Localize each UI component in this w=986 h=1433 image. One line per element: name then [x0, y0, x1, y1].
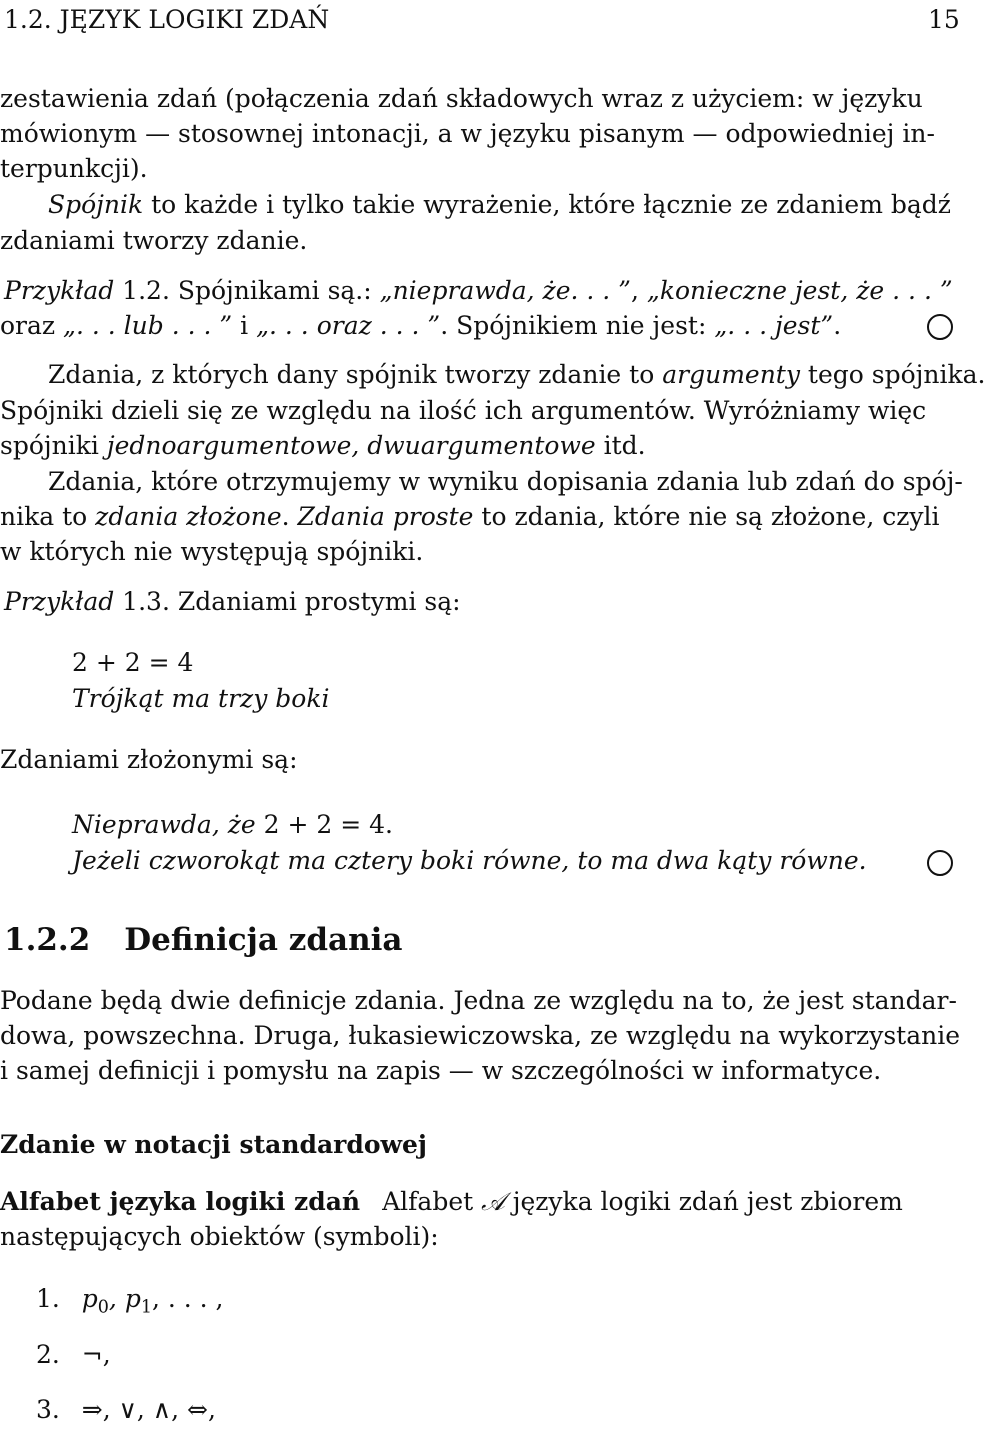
subscript: 0 [97, 1297, 109, 1318]
running-header [4, 5, 329, 34]
subscript: 1 [140, 1297, 152, 1318]
subsection-number: 1.2.2 [4, 922, 91, 958]
list-number: 2. [36, 1340, 60, 1369]
list-item [36, 1395, 216, 1424]
symbol: , p [108, 1284, 141, 1313]
simple-sentence-1: 2 + 2 = 4 [72, 648, 194, 677]
text: Zdania, z których dany spójnik tworzy zdanie to [48, 360, 663, 389]
end-of-example-circle-icon [927, 314, 953, 340]
subsubsection-heading: Zdanie w notacji standardowej [0, 1130, 427, 1159]
example-text: . [833, 311, 842, 340]
paragraph-heading: Alfabet języka logiki zdań [0, 1187, 361, 1216]
text: nika to [0, 502, 96, 531]
subsection-heading [4, 922, 403, 958]
term: zdania złożone [95, 502, 282, 531]
example-1-3-intro [4, 587, 461, 616]
example-label: Przykład [4, 587, 115, 616]
example-connective: „konieczne jest, że . . . ” [646, 276, 953, 305]
page-number: 15 [928, 5, 960, 34]
paragraph-line: dowa, powszechna. Druga, łukasiewiczowska, ze względu na wykorzystanie [0, 1021, 960, 1050]
list-item [36, 1284, 224, 1317]
example-label: Przykład [4, 276, 115, 305]
alphabet-symbol: 𝒜 [481, 1187, 505, 1216]
paragraph-line: Zdania, które otrzymujemy w wyniku dopisania zdania lub zdań do spój- [48, 467, 963, 496]
paragraph-line: mówionym — stosownej intonacji, a w języku pisanym — odpowiedniej in- [0, 119, 935, 148]
symbol: p [81, 1284, 98, 1313]
text: tego spójnika. [799, 360, 986, 389]
paragraph-line: Podane będą dwie definicje zdania. Jedna ze względu na to, że jest standar- [0, 986, 957, 1015]
paragraph-line [0, 502, 940, 531]
symbol: , . . . , [151, 1284, 224, 1313]
text: języka logiki zdań jest zbiorem [504, 1187, 903, 1216]
example-text: 1.3. Zdaniami prostymi są: [114, 587, 461, 616]
example-text: oraz [0, 311, 64, 340]
term-spojnik: Spójnik [48, 190, 144, 219]
example-connective: „. . . jest” [714, 311, 834, 340]
example-text: 1.2. Spójnikami są.: [114, 276, 380, 305]
symbol: ⇒, ∨, ∧, ⇔, [81, 1395, 216, 1424]
text: itd. [595, 431, 646, 460]
example-1-2-line1 [4, 276, 953, 305]
example-connective: „. . . oraz . . . ” [256, 311, 441, 340]
subsection-title: Definicja zdania [124, 922, 403, 958]
separator: , [630, 276, 647, 305]
list-number: 3. [36, 1395, 60, 1424]
symbol: ¬, [81, 1340, 111, 1369]
end-of-example-circle-icon [927, 850, 953, 876]
term: argumenty [662, 360, 800, 389]
term: Zdania proste [297, 502, 474, 531]
paragraph-line [48, 360, 986, 389]
paragraph-line [0, 431, 646, 460]
complex-sentence-2: Jeżeli czworokąt ma cztery boki równe, to ma dwa kąty równe. [72, 846, 867, 875]
alphabet-line1 [0, 1187, 903, 1217]
example-connective: „nieprawda, że. . . ” [379, 276, 631, 305]
paragraph-line: terpunkcji). [0, 154, 148, 183]
definition-spojnik [48, 190, 951, 219]
text: Nieprawda, że [72, 810, 264, 839]
paragraph-line: zestawienia zdań (połączenia zdań składowych wraz z użyciem: w języku [0, 84, 923, 113]
example-connective: „. . . lub . . . ” [63, 311, 233, 340]
paragraph-line: i samej definicji i pomysłu na zapis — w szczególności w informatyce. [0, 1056, 882, 1085]
paragraph-line: Spójniki dzieli się ze względu na ilość ich argumentów. Wyróżniamy więc [0, 396, 927, 425]
text: Alfabet [382, 1187, 482, 1216]
text: to zdania, które nie są złożone, czyli [473, 502, 940, 531]
simple-sentence-2: Trójkąt ma trzy boki [72, 684, 330, 713]
section-header: 1.2. JĘZYK LOGIKI ZDAŃ [4, 5, 330, 34]
paragraph-line: w których nie występują spójniki. [0, 537, 424, 566]
example-1-2-line2 [0, 311, 841, 340]
example-text: i [232, 311, 257, 340]
paragraph-line: zdaniami tworzy zdanie. [0, 226, 308, 255]
alphabet-line2: następujących obiektów (symboli): [0, 1222, 439, 1251]
text: 2 + 2 = 4. [263, 810, 393, 839]
definition-text: to każde i tylko takie wyrażenie, które łącznie ze zdaniem bądź [143, 190, 951, 219]
complex-sentence-1 [72, 810, 393, 839]
complex-intro: Zdaniami złożonymi są: [0, 745, 298, 774]
list-number: 1. [36, 1284, 60, 1313]
text: . [281, 502, 298, 531]
example-text: . Spójnikiem nie jest: [440, 311, 715, 340]
term: jednoargumentowe, dwuargumentowe [106, 431, 596, 460]
list-item [36, 1340, 111, 1369]
text: spójniki [0, 431, 107, 460]
